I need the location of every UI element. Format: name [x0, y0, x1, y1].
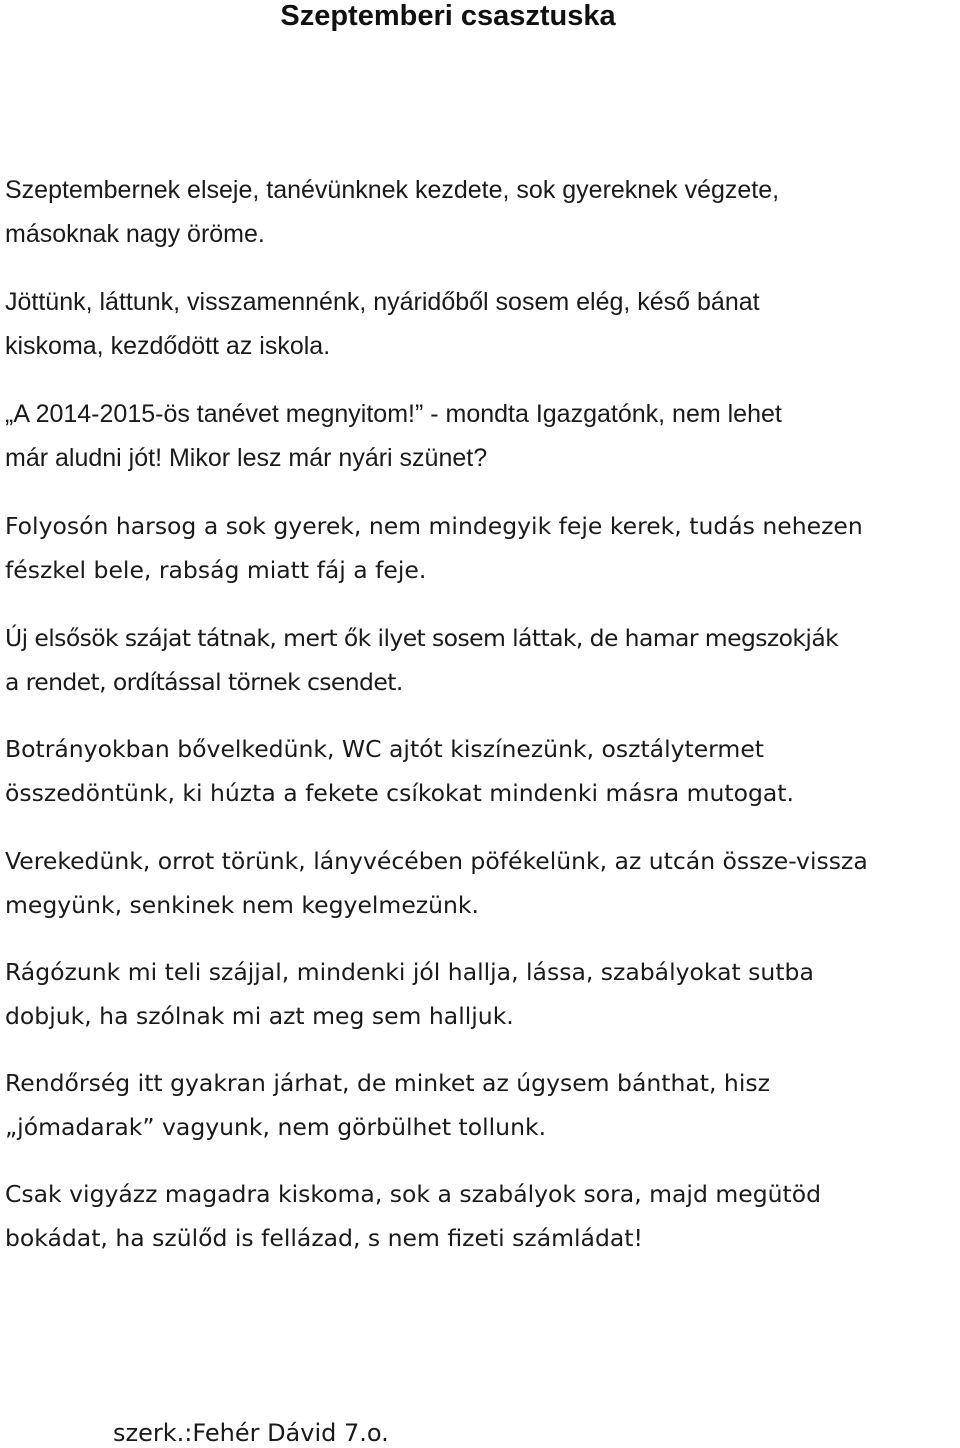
- stanza-9: [5, 1061, 960, 1149]
- stanza-line: Jöttünk, láttunk, visszamennénk, nyáridőből sosem elég, késő bánat: [5, 288, 760, 316]
- stanza-line: Rágózunk mi teli szájjal, mindenki jól hallja, lássa, szabályokat sutba: [5, 958, 814, 986]
- page-title: Szeptemberi csasztuska: [280, 0, 616, 32]
- stanza-line: megyünk, senkinek nem kegyelmezünk.: [5, 891, 479, 919]
- stanza-7: [5, 839, 960, 927]
- stanza-line: Botrányokban bővelkedünk, WC ajtót kiszínezünk, osztálytermet: [5, 735, 764, 763]
- author-signature: szerk.:Fehér Dávid 7.o.: [113, 1419, 389, 1447]
- stanza-4: [5, 504, 960, 592]
- stanza-2: [5, 280, 960, 368]
- stanza-line: kiskoma, kezdődött az iskola.: [5, 332, 331, 360]
- stanza-line: a rendet, ordítással törnek csendet.: [5, 668, 403, 696]
- stanza-line: másoknak nagy öröme.: [5, 220, 265, 248]
- stanza-line: Verekedünk, orrot törünk, lányvécében pöfékelünk, az utcán össze-vissza: [5, 847, 868, 875]
- stanza-6: [5, 727, 960, 815]
- stanza-1: [5, 168, 960, 256]
- stanza-line: dobjuk, ha szólnak mi azt meg sem halljuk.: [5, 1002, 514, 1030]
- stanza-line: „jómadarak” vagyunk, nem görbülhet tollunk.: [5, 1113, 547, 1141]
- stanza-8: [5, 950, 960, 1038]
- stanza-line: Folyosón harsog a sok gyerek, nem mindegyik feje kerek, tudás nehezen: [5, 512, 863, 540]
- stanza-3: [5, 392, 960, 480]
- stanza-line: „A 2014-2015-ös tanévet megnyitom!” - mondta Igazgatónk, nem lehet: [5, 400, 782, 428]
- stanza-5: [5, 616, 960, 704]
- stanza-line: már aludni jót! Mikor lesz már nyári szünet?: [5, 444, 488, 472]
- stanza-line: bokádat, ha szülőd is fellázad, s nem fizeti számládat!: [5, 1224, 643, 1252]
- stanza-10: [5, 1172, 960, 1260]
- stanza-line: Rendőrség itt gyakran járhat, de minket az úgysem bánthat, hisz: [5, 1069, 770, 1097]
- stanza-line: Csak vigyázz magadra kiskoma, sok a szabályok sora, majd megütöd: [5, 1180, 822, 1208]
- stanza-line: Új elsősök szájat tátnak, mert ők ilyet sosem láttak, de hamar megszokják: [5, 624, 839, 652]
- stanza-line: Szeptembernek elseje, tanévünknek kezdete, sok gyereknek végzete,: [5, 176, 780, 204]
- stanza-line: fészkel bele, rabság miatt fáj a feje.: [5, 556, 427, 584]
- stanza-line: összedöntünk, ki húzta a fekete csíkokat mindenki másra mutogat.: [5, 779, 794, 807]
